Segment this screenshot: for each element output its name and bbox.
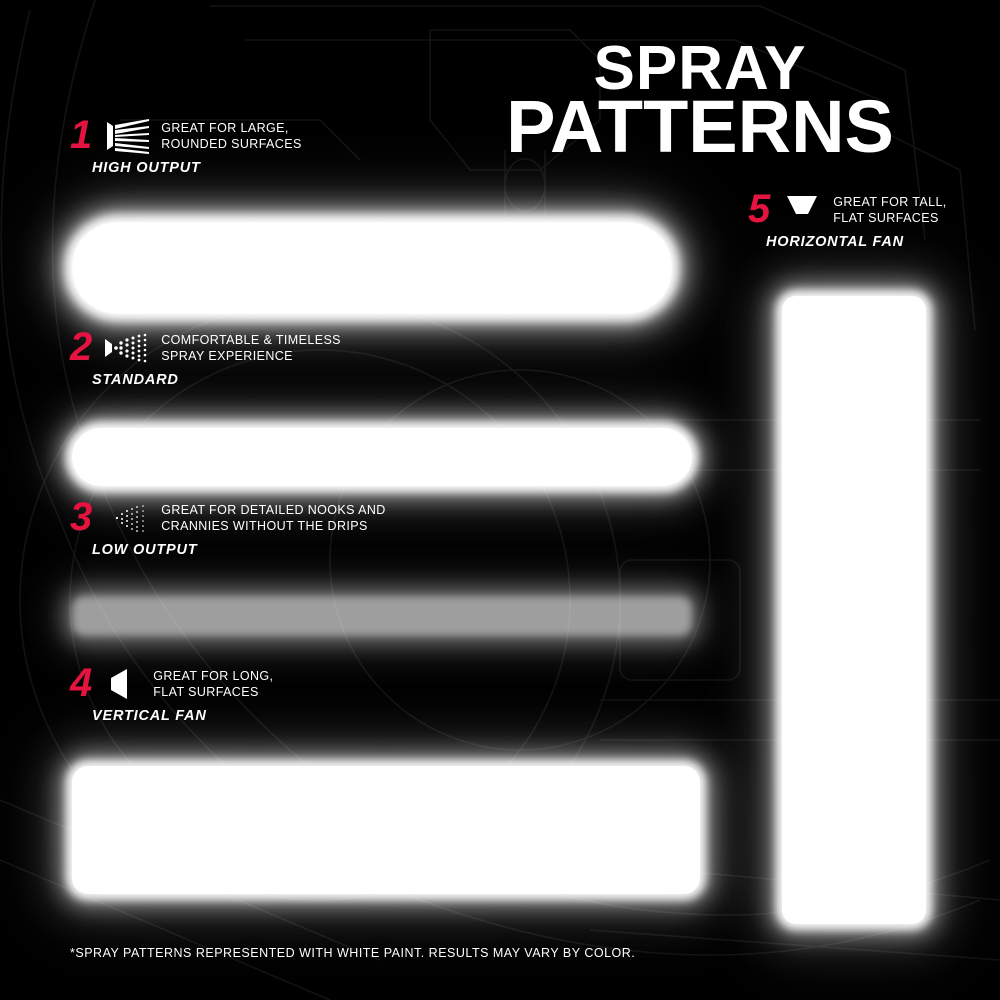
pattern-number: 3: [70, 495, 92, 539]
wide-fan-spray-icon: [99, 118, 151, 154]
horizontal-fan-icon: [777, 192, 823, 228]
pattern-entry-standard: [70, 325, 341, 388]
pattern-description: COMFORTABLE & TIMELESS SPRAY EXPERIENCE: [161, 333, 341, 363]
title-line-1: SPRAY: [593, 34, 807, 103]
pattern-head: [70, 113, 302, 157]
pattern-entry-low-output: [70, 495, 386, 558]
pattern-head: [70, 495, 386, 539]
pattern-entry-horizontal-fan: [748, 187, 947, 250]
pattern-label: STANDARD: [92, 372, 179, 388]
spray-swatch-standard: [72, 428, 692, 486]
footnote: *SPRAY PATTERNS REPRESENTED WITH WHITE PAINT. RESULTS MAY VARY BY COLOR.: [70, 946, 636, 960]
pattern-label: VERTICAL FAN: [92, 708, 207, 724]
spray-swatch-vertical-fan: [72, 766, 700, 894]
page-title: [430, 34, 970, 169]
pattern-number: 1: [70, 113, 92, 157]
pattern-entry-vertical-fan: [70, 661, 274, 724]
pattern-label: LOW OUTPUT: [92, 542, 198, 558]
pattern-number: 4: [70, 661, 92, 705]
pattern-description: GREAT FOR LARGE, ROUNDED SURFACES: [161, 121, 302, 151]
pattern-label: HORIZONTAL FAN: [766, 234, 904, 250]
pattern-head: [70, 661, 274, 705]
pattern-head: [748, 187, 947, 231]
pattern-description: GREAT FOR LONG, FLAT SURFACES: [153, 669, 274, 699]
pattern-label: HIGH OUTPUT: [92, 160, 201, 176]
spray-swatch-high-output: [72, 222, 672, 314]
pattern-description: GREAT FOR DETAILED NOOKS AND CRANNIES WITHOUT THE DRIPS: [161, 503, 386, 533]
pattern-number: 2: [70, 325, 92, 369]
pattern-description: GREAT FOR TALL, FLAT SURFACES: [833, 195, 947, 225]
title-line-2: PATTERNS: [506, 85, 894, 169]
vertical-fan-icon: [99, 666, 143, 702]
spray-swatch-horizontal-fan: [782, 296, 926, 924]
pattern-number: 5: [748, 187, 770, 231]
standard-spray-icon: [99, 330, 151, 366]
pattern-head: [70, 325, 341, 369]
pattern-entry-high-output: [70, 113, 302, 176]
spray-swatch-low-output: [72, 596, 692, 636]
fine-mist-spray-icon: [99, 500, 151, 536]
